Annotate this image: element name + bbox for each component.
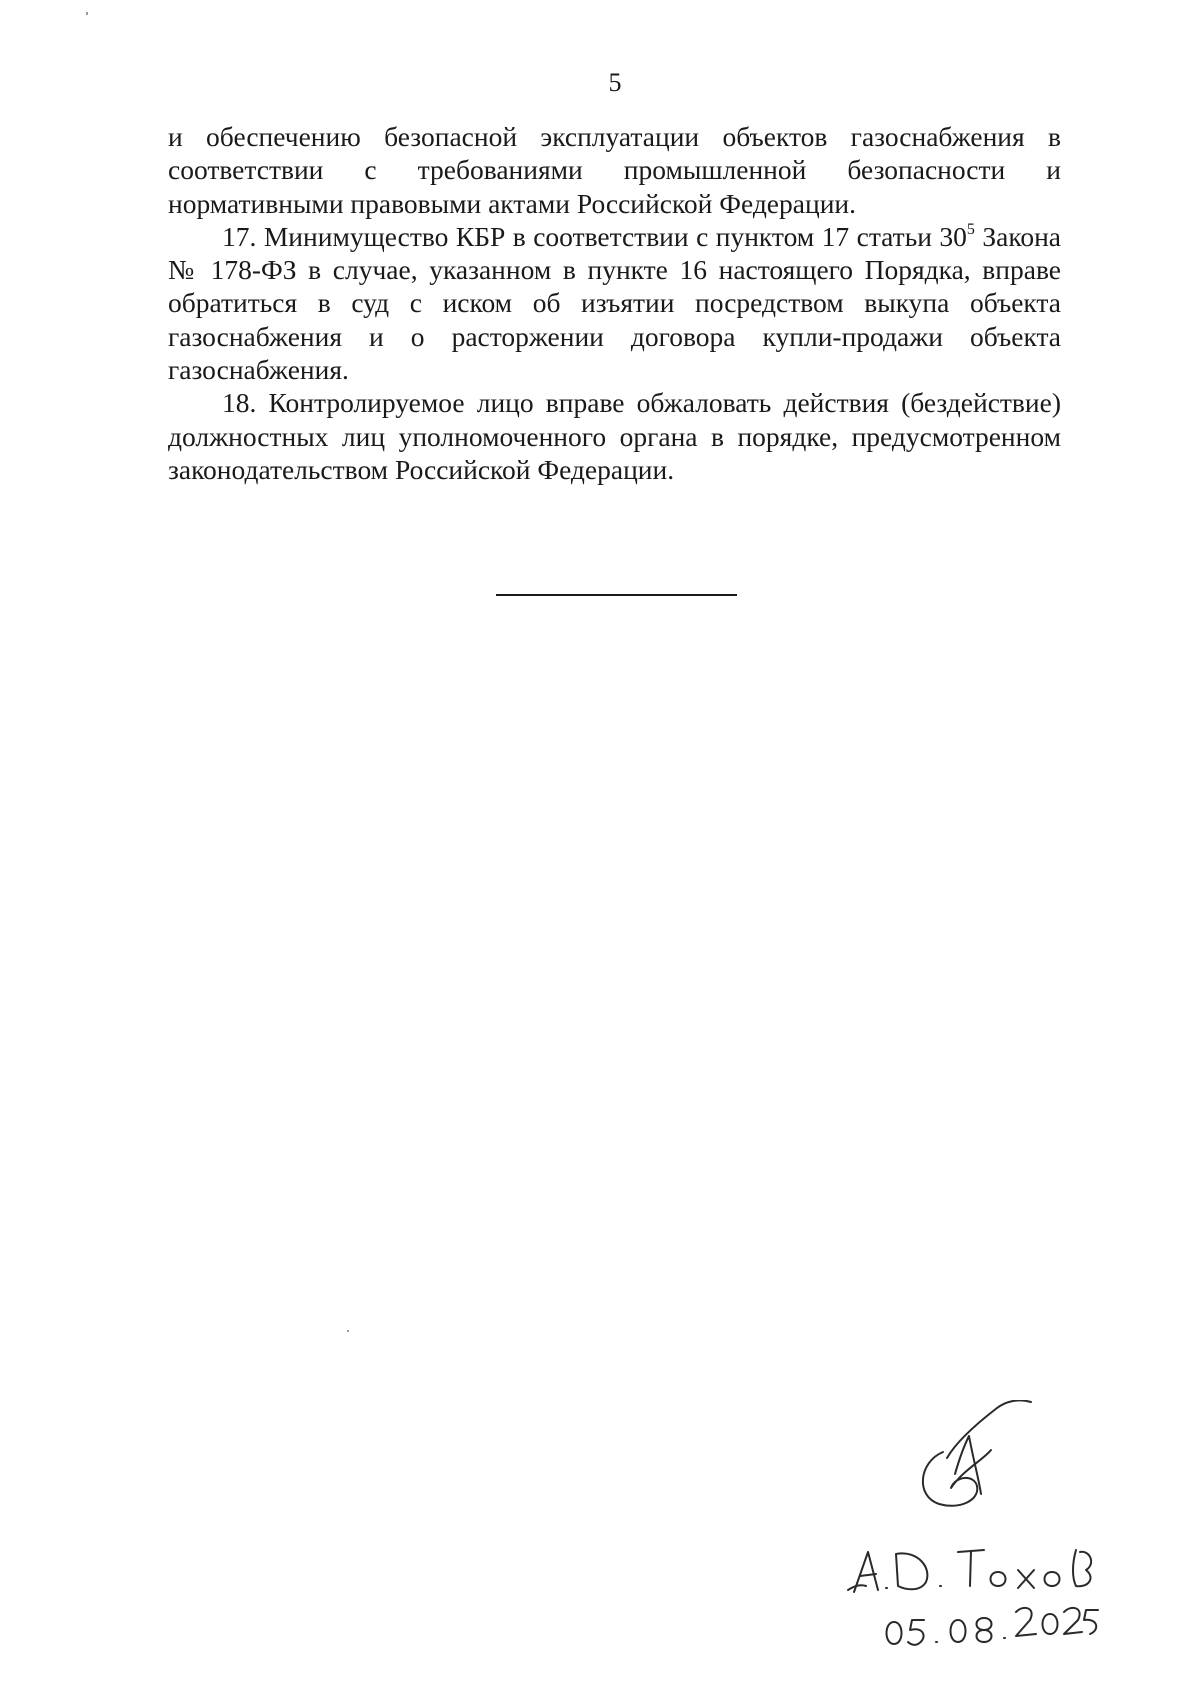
paragraph-17 <box>168 220 1061 386</box>
article-superscript: 5 <box>966 220 975 238</box>
paragraph-continuation: и обеспечению безопасной эксплуатации объектов газоснабжения в соответствии с требованиями промышленной безопасности и нормативными правовыми актами Российской Федерации. <box>168 121 1061 219</box>
scan-speck <box>347 1330 349 1332</box>
page-number: 5 <box>608 68 622 97</box>
end-of-document-rule <box>496 594 737 596</box>
signature-date-handwritten <box>880 1598 1100 1653</box>
signature <box>905 1400 1035 1510</box>
document-body <box>168 120 1061 486</box>
paragraph-18: 18. Контролируемое лицо вправе обжаловать действия (бездействие) должностных лиц уполномоченного органа в порядке, предусмотренном законодательством Российской Федерации. <box>168 387 1061 485</box>
paragraph-17-text-start: 17. Минимущество КБР в соответствии с пунктом 17 статьи 30 <box>222 220 967 252</box>
paragraph-17-text-end: Закона № 178-ФЗ в случае, указанном в пункте 16 настоящего Порядка, вправе обратиться в суд с иском об изъятии посредством выкупа объекта газоснабжения и о расторжении договора купли-продажи объекта газоснабжения. <box>168 220 1062 386</box>
scan-speck <box>86 12 88 15</box>
signer-name-handwritten <box>840 1540 1120 1600</box>
